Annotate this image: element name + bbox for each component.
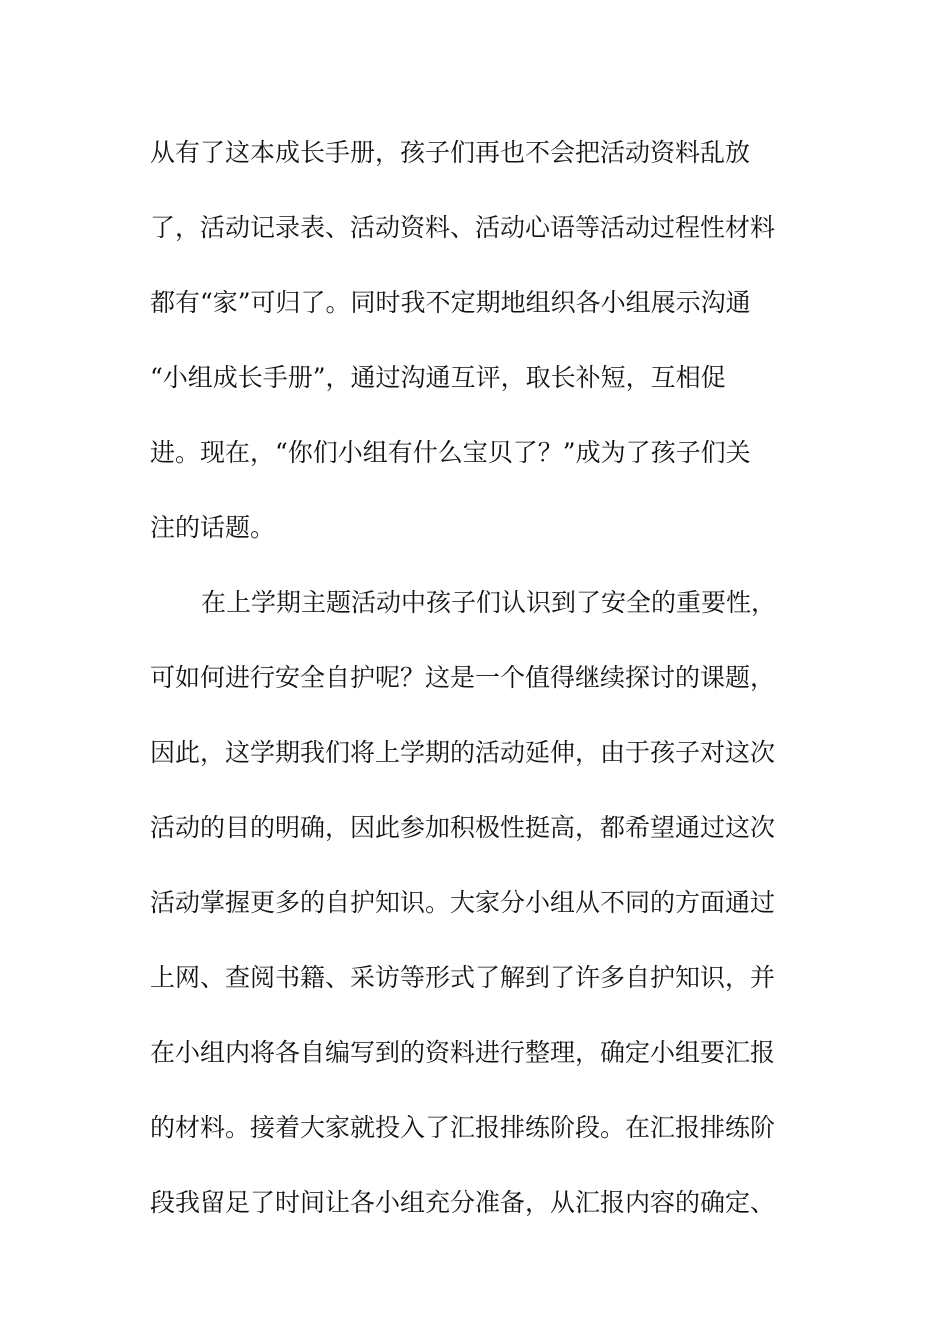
text-line: 可如何进行安全自护呢？这是一个值得继续探讨的课题， xyxy=(150,663,776,692)
text-line: 的材料。接着大家就投入了汇报排练阶段。在汇报排练阶 xyxy=(150,1113,776,1142)
text-line: 上网、查阅书籍、采访等形式了解到了许多自护知识，并 xyxy=(150,963,776,992)
text-line: 在小组内将各自编写到的资料进行整理，确定小组要汇报 xyxy=(150,1038,776,1067)
text-line: 活动掌握更多的自护知识。大家分小组从不同的方面通过 xyxy=(150,888,776,917)
text-line: 注的话题。 xyxy=(150,513,276,542)
text-line: 进。现在，“你们小组有什么宝贝了？”成为了孩子们关 xyxy=(150,438,751,467)
body-text xyxy=(150,130,800,1255)
text-line: 都有“家”可归了。同时我不定期地组织各小组展示沟通 xyxy=(150,288,751,317)
text-line: “小组成长手册”，通过沟通互评，取长补短，互相促 xyxy=(150,363,726,392)
text-line: 活动的目的明确，因此参加积极性挺高，都希望通过这次 xyxy=(150,813,776,842)
paragraph-first-line: 在上学期主题活动中孩子们认识到了安全的重要性， xyxy=(201,588,777,617)
text-line: 因此，这学期我们将上学期的活动延伸，由于孩子对这次 xyxy=(150,738,776,767)
text-line: 从有了这本成长手册，孩子们再也不会把活动资料乱放 xyxy=(150,138,751,167)
text-line: 段我留足了时间让各小组充分准备，从汇报内容的确定、 xyxy=(150,1188,776,1217)
text-line: 了，活动记录表、活动资料、活动心语等活动过程性材料 xyxy=(150,213,776,242)
